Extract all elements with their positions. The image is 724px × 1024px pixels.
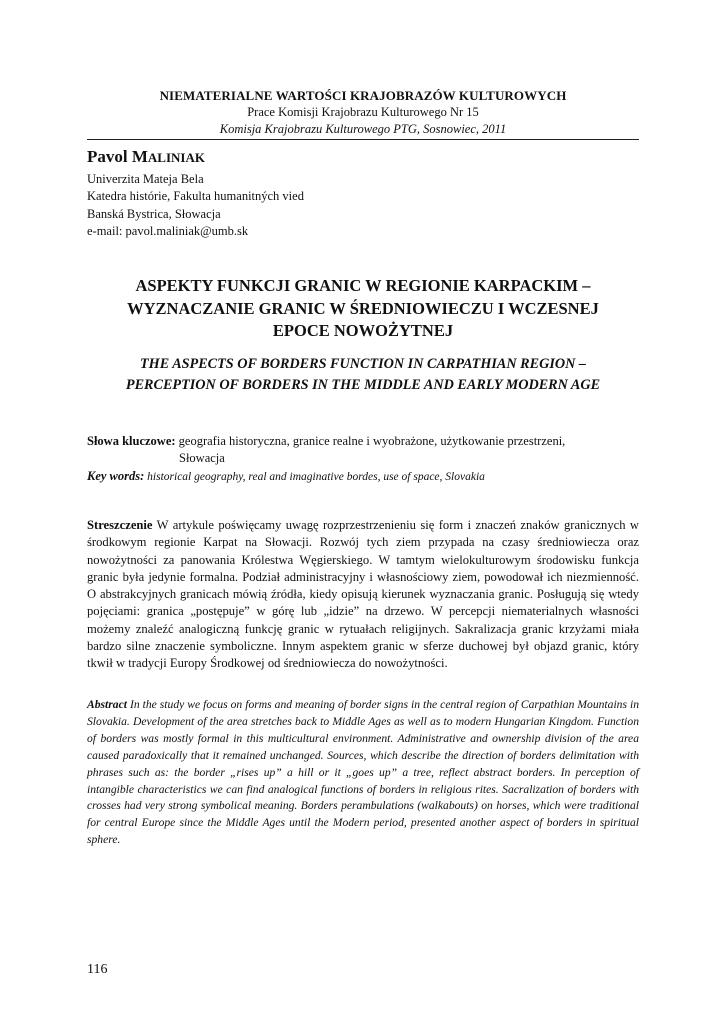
abstract-polish [87,517,639,673]
abstract-english [87,697,639,849]
title-pl-line-2: WYZNACZANIE GRANIC W ŚREDNIOWIECZU I WCZESNEJ [127,298,599,318]
keywords-polish [87,433,639,468]
title-pl-line-3: EPOCE NOWOŻYTNEJ [272,321,454,340]
keywords-english [87,468,639,486]
affiliation-department: Katedra histórie, Fakulta humanitných vied [87,189,304,204]
journal-title: NIEMATERIALNE WARTOŚCI KRAJOBRAZÓW KULTUROWYCH [159,88,567,103]
title-en-line-1: THE ASPECTS OF BORDERS FUNCTION IN CARPATHIAN REGION – [140,356,586,372]
abstract-pl-text: W artykule poświęcamy uwagę rozprzestrzenieniu się form i znaczeń znaków granicznych w środkowym regionie Karpat na Słowacji. Rozwój tych ziem przypada na czasy średniowiecza oraz nowożytności za panowania Królestwa Węgierskiego. W tamtym wielokulturowym środowisku funkcja granic była jedynie formalna. Podział administracyjny i własnościowy ziem, powodował ich niezmienność. O abstrakcyjnych granicach mówią źródła, kiedy opisują kierunek wyznaczania granic. Posługują się wtedy pojęciami: granica „postępuje” w górę lub „idzie” na drzewo. W percepcji niematerialnych własności możemy znaleźć analogiczną funkcję granic w rytuałach religijnych. Sakralizacja granic krzyżami miała bardzo silne znaczenie symboliczne. Innym aspektem granic w sferze duchowej był objazd granic, który tkwił w tradycji Europy Środkowej od średniowiecza do nowożytności. [87,518,639,671]
document-page [87,0,639,1024]
journal-header [87,87,639,138]
author-first-name: Pavol [87,147,128,166]
affiliation-email: e-mail: pavol.maliniak@umb.sk [87,223,249,238]
keywords-pl-value-line-2: Słowacja [179,451,225,466]
keywords-en-value: historical geography, real and imaginative bordes, use of space, Slovakia [144,471,485,483]
author-last-name-initial: M [131,147,148,166]
keywords-en-label: Key words: [87,469,145,483]
page-number: 116 [87,962,108,977]
keywords-pl-value-line-1: geografia historyczna, granice realne i wyobrażone, użytkowanie przestrzeni, [175,434,566,448]
journal-series: Prace Komisji Krajobrazu Kulturowego Nr 15 [247,105,479,119]
author-affiliation [87,171,304,240]
author-name [87,147,205,167]
title-en-line-2: PERCEPTION OF BORDERS IN THE MIDDLE AND EARLY MODERN AGE [125,377,601,393]
abstract-pl-label: Streszczenie [87,518,153,532]
keywords-pl-label: Słowa kluczowe: [87,434,176,448]
article-title-polish [87,275,639,343]
affiliation-university: Univerzita Mateja Bela [87,172,204,186]
author-last-name-rest: ALINIAK [147,150,205,165]
abstract-en-label: Abstract [87,698,127,711]
header-divider [87,139,639,140]
article-title-english [87,354,639,396]
abstract-en-text: In the study we focus on forms and meaning of border signs in the central region of Carpathian Mountains in Slovakia. Development of the area stretches back to Middle Ages as well as to modern Hungarian Kingdom. Function of borders was mostly formal in this multicultural environment. Administrative and ownership division of the area caused paradoxically that it remained unchanged. Sources, which describe the direction of borders delimitation with phrases such as: the border „rises up” a hill or it „goes up” a tree, reflect abstract borders. In perception of intangible characteristics we can find analogical functions of borders in religious rites. Sacralization of borders with crosses had very strong symbolical meaning. Borders perambulations (walkabouts) on horses, which were traditional for central Europe since the Middle Ages until the Modern period, presented another aspect of borders in spiritual sphere. [87,698,639,847]
journal-publisher: Komisja Krajobrazu Kulturowego PTG, Sosnowiec, 2011 [219,122,507,136]
affiliation-city: Banská Bystrica, Słowacja [87,206,221,221]
title-pl-line-1: ASPEKTY FUNKCJI GRANIC W REGIONIE KARPACKIM – [135,276,591,295]
